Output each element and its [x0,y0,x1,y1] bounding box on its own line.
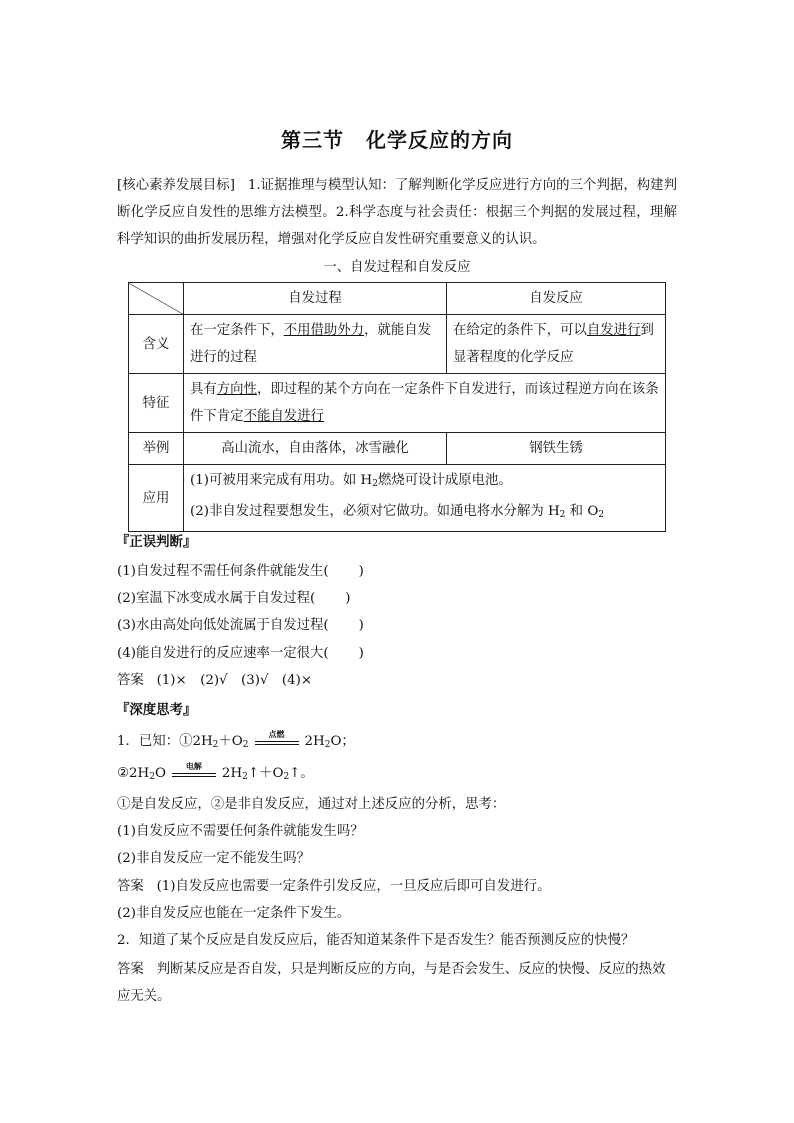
table-row-use [129,465,666,532]
text: (1)自发过程不需任何条件就能发生( [117,564,329,579]
underlined-term: 自发进行 [586,323,641,338]
answer-text: 判断某反应是否自发，只是判断反应的方向，与是否会发生、反应的快慢、反应的热效应无关。 [117,962,666,1004]
answer-text: (1)自发反应也需要一定条件引发反应，一旦反应后即可自发进行。 [156,879,551,894]
cell-example-reaction: 钢铁生锈 [447,433,666,465]
text: 2H [221,766,243,781]
title-section: 第三节 [281,128,344,152]
objectives-label: [核心素养发展目标] [117,178,235,193]
use-line-1 [190,467,659,498]
text: ↑。 [289,766,314,781]
question-1b: (2)非自发反应一定不能发生吗？ [117,851,311,866]
underlined-term: 不用借助外力 [283,323,365,338]
subscript: 2 [149,772,155,782]
text: 1．已知：①2H [117,734,213,749]
text: O [154,766,166,781]
text: ，即过程的某个方向在一定条件下自发进行，而该过程逆方向在该条件下肯定 [190,382,659,424]
title-topic: 化学反应的方向 [366,128,513,152]
row-head-meaning: 含义 [129,315,184,374]
condition-label: 点燃 [268,729,285,739]
underlined-term: 方向性 [216,382,257,397]
text: 和 O [569,504,599,519]
text: 2H [304,734,325,749]
row-head-feature: 特征 [129,374,184,433]
core-objectives [117,172,677,253]
text: 在给定的条件下，可以 [453,323,587,338]
question-1a: (1)自发反应不需要任何条件就能发生吗？ [117,824,364,839]
text: (2)室温下冰变成水属于自发过程( [117,591,316,606]
use-line-2 [190,498,659,529]
text: ) [358,564,364,579]
answer-label: 答案 [117,962,144,977]
subscript: 2 [324,740,331,750]
subscript: 2 [212,740,219,750]
underlined-term: 不能自发进行 [243,409,324,424]
cell-use [184,465,666,532]
reaction-condition-arrow [255,729,299,751]
judge-item [117,614,364,633]
text: (1)可被用来完成有用功。如 H [190,473,373,488]
subscript: 2 [559,510,566,520]
text: ) [345,591,351,606]
answer-2 [117,956,677,1010]
col-header-reaction: 自发反应 [447,283,666,315]
condition-label: 电解 [185,761,202,771]
subscript: 2 [372,479,378,489]
judge-answer [117,669,312,688]
table-row-feature [129,374,666,433]
question-1-text: ①是自发反应，②是非自发反应，通过对上述反应的分析，思考： [117,797,506,812]
cell-example-process: 高山流水，自由落体，冰雪融化 [184,433,447,465]
judge-item [117,560,364,579]
text: O； [330,734,355,749]
text: ＋O [218,734,243,749]
reaction-condition-arrow [172,761,216,783]
subscript: 2 [598,510,605,520]
judge-item [117,587,351,606]
text: ②2H [117,766,150,781]
subscript: 2 [283,772,290,782]
think-title: 『深度思考』 [116,703,197,718]
table-row-example [129,433,666,465]
text: ↑＋O [247,766,284,781]
judge-title: 『正误判断』 [116,535,197,550]
answer-1a [117,875,550,894]
reaction-2 [117,762,314,783]
text: ) [358,618,364,633]
table-row-meaning [129,315,666,374]
subscript: 2 [242,772,248,782]
answer-label: 答案 [117,673,144,688]
concept-table [128,282,666,532]
col-header-process: 自发过程 [184,283,447,315]
cell-meaning-reaction [447,315,666,374]
subscript: 2 [242,740,249,750]
row-head-use: 应用 [129,465,184,532]
text: (3)水由高处向低处流属于自发过程( [117,618,329,633]
answer-1b: (2)非自发反应也能在一定条件下发生。 [117,906,351,921]
text: 在一定条件下， [190,323,284,338]
judge-item [117,642,364,661]
section-heading: 一、自发过程和自发反应 [323,260,471,275]
table-header-row [129,283,666,315]
diagonal-header-cell [129,283,184,315]
question-2: 2．知道了某个反应是自发反应后，能否知道某条件下是否发生？能否预测反应的快慢？ [117,933,635,948]
text: ) [358,646,364,661]
text: ，就能自发进行的过程 [190,323,432,365]
text: (4)能自发进行的反应速率一定很大( [117,646,329,661]
text: 到显著程度的化学反应 [453,323,654,365]
text: 具有 [190,382,217,397]
text: (2)非自发过程要想发生，必须对它做功。如通电将水分解为 H [190,504,560,519]
cell-feature [184,374,666,433]
row-head-example: 举例 [129,433,184,465]
answer-text: (1)× (2)√ (3)√ (4)× [156,673,313,688]
cell-meaning-process [184,315,447,374]
answer-label: 答案 [117,879,144,894]
page-title [0,124,794,153]
text: 燃烧可设计成原电池。 [377,473,512,488]
reaction-1 [117,730,355,751]
objectives-text: 1.证据推理与模型认知：了解判断化学反应进行方向的三个判据，构建判断化学反应自发性的思维方法模型。2.科学态度与社会责任：根据三个判据的发展过程，理解科学知识的曲折发展历程，增强对化学反应自发性研究重要意义的认识。 [117,178,678,247]
